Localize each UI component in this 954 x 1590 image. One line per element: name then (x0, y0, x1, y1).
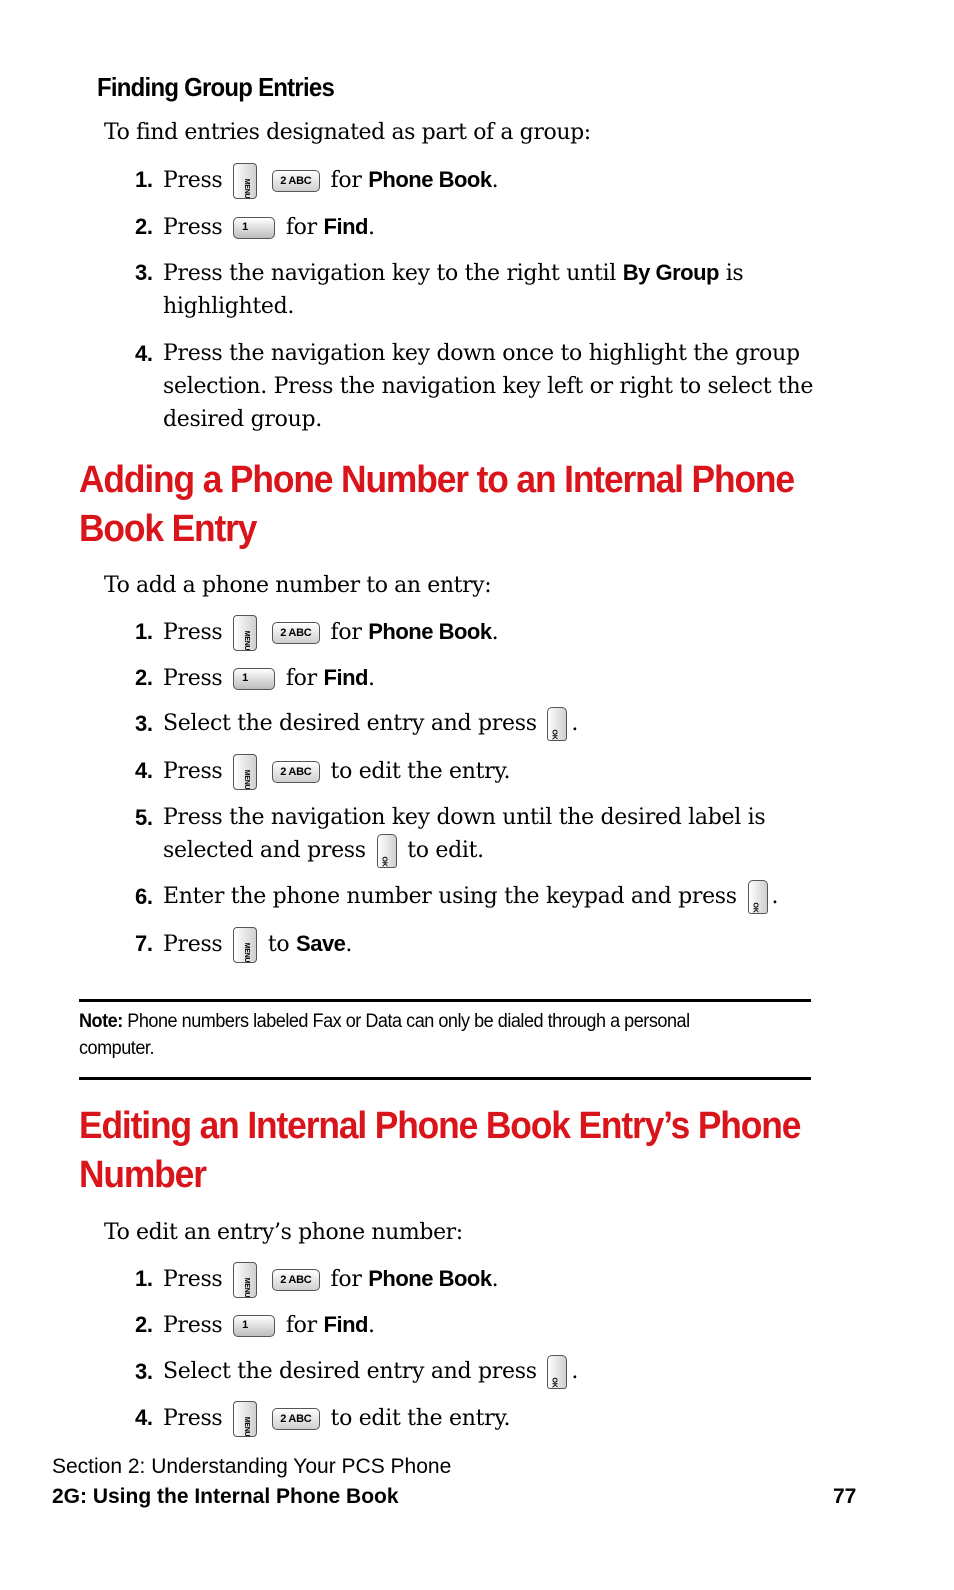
step-number: 4. (135, 758, 153, 783)
key-1-icon: 1 (233, 668, 275, 690)
step-punct: . (571, 711, 579, 736)
step-text: Press (163, 620, 223, 645)
step-text: for (285, 1313, 317, 1338)
step-punct: . (345, 932, 353, 957)
step-punct: . (491, 1267, 499, 1292)
ok-key-icon: OK (377, 834, 397, 868)
subheading-finding-group-entries: Finding Group Entries (97, 72, 335, 102)
step (135, 707, 825, 741)
step-target: By Group (622, 260, 719, 285)
step-text: for (330, 168, 362, 193)
step-target: Phone Book (368, 619, 492, 644)
step-punct: . (491, 620, 499, 645)
step-target: Phone Book (368, 1266, 492, 1291)
step-text: Press the navigation key to the right until (163, 261, 617, 286)
menu-key-icon: MENU (233, 927, 257, 963)
step-text: for (285, 215, 317, 240)
menu-key-icon: MENU (233, 615, 257, 651)
step-punct: . (571, 1359, 579, 1384)
note-text: Phone numbers labeled Fax or Data can only be dialed through a personal computer. (79, 1011, 690, 1059)
step-number: 6. (135, 884, 153, 909)
ok-key-icon: OK (547, 1355, 567, 1389)
step-text: Press (163, 1406, 223, 1431)
step-number: 7. (135, 931, 153, 956)
step-target: Find (323, 1312, 368, 1337)
step (135, 1355, 825, 1389)
step-punct: . (367, 215, 375, 240)
key-2-icon: 2 ABC (272, 1408, 320, 1430)
step-text: for (330, 1267, 362, 1292)
menu-key-icon: MENU (233, 1401, 257, 1437)
step-text: Press (163, 168, 223, 193)
step-number: 2. (135, 214, 153, 239)
step-number: 4. (135, 1405, 153, 1430)
step (135, 1262, 825, 1298)
step-text: for (285, 666, 317, 691)
key-2-icon: 2 ABC (272, 622, 320, 644)
footer-section: Section 2: Understanding Your PCS Phone (52, 1455, 452, 1478)
step-text: to (267, 932, 290, 957)
note-label: Note: (79, 1011, 123, 1032)
heading-editing-phone-number: Editing an Internal Phone Book Entry’s Phone Number (79, 1105, 801, 1196)
step-number: 4. (135, 341, 153, 366)
step-target: Save (296, 931, 346, 956)
ok-key-icon: OK (547, 707, 567, 741)
step-number: 3. (135, 260, 153, 285)
step-target: Find (323, 214, 368, 239)
key-1-icon: 1 (233, 217, 275, 239)
step-text: Press the navigation key down once to highlight the group selection. Press the navigation key left or right to select the desired group. (163, 341, 814, 432)
step-text: Press (163, 215, 223, 240)
step-text: Press (163, 759, 223, 784)
step-number: 1. (135, 619, 153, 644)
ok-key-icon: OK (748, 880, 768, 914)
note-top-rule (79, 999, 811, 1002)
footer-chapter: 2G: Using the Internal Phone Book (52, 1485, 399, 1508)
page-number: 77 (833, 1485, 857, 1508)
note-bottom-rule (79, 1077, 811, 1080)
step (135, 256, 825, 323)
section3-intro: To edit an entry’s phone number: (104, 1220, 463, 1245)
step-number: 5. (135, 805, 153, 830)
step (135, 801, 825, 868)
heading-adding-phone-number: Adding a Phone Number to an Internal Phone Book Entry (79, 459, 794, 550)
step-text: Enter the phone number using the keypad and press (163, 884, 737, 909)
step (135, 1308, 825, 1342)
step (135, 210, 825, 244)
step-text: Press (163, 932, 223, 957)
step-text: Press (163, 1313, 223, 1338)
step-punct: . (491, 168, 499, 193)
step-target: Phone Book (368, 167, 492, 192)
menu-key-icon: MENU (233, 754, 257, 790)
step-number: 3. (135, 711, 153, 736)
step-punct: . (367, 1313, 375, 1338)
step-number: 1. (135, 167, 153, 192)
section2-intro: To add a phone number to an entry: (104, 573, 492, 598)
step-number: 2. (135, 1312, 153, 1337)
step (135, 927, 825, 963)
menu-key-icon: MENU (233, 163, 257, 199)
section1-intro: To find entries designated as part of a group: (104, 120, 591, 145)
menu-key-icon: MENU (233, 1262, 257, 1298)
key-1-icon: 1 (233, 1315, 275, 1337)
step-punct: . (367, 666, 375, 691)
key-2-icon: 2 ABC (272, 170, 320, 192)
step (135, 163, 825, 199)
step-text: to edit the entry. (330, 1406, 511, 1431)
step-number: 2. (135, 665, 153, 690)
step-text: to edit. (407, 838, 484, 863)
step-number: 1. (135, 1266, 153, 1291)
step (135, 337, 825, 436)
step (135, 1401, 825, 1437)
step (135, 880, 825, 914)
note-box (79, 1008, 763, 1062)
step (135, 754, 825, 790)
step-text: Select the desired entry and press (163, 711, 537, 736)
step-text: Press the navigation key down until the desired label is selected and press (163, 805, 766, 863)
step-punct: . (771, 884, 779, 909)
step-text: to edit the entry. (330, 759, 511, 784)
step-text: Press (163, 666, 223, 691)
step (135, 661, 825, 695)
step-text: Select the desired entry and press (163, 1359, 537, 1384)
step-text: is highlighted. (163, 261, 744, 319)
step-number: 3. (135, 1359, 153, 1384)
key-2-icon: 2 ABC (272, 1269, 320, 1291)
step-text: for (330, 620, 362, 645)
step (135, 615, 825, 651)
key-2-icon: 2 ABC (272, 761, 320, 783)
step-text: Press (163, 1267, 223, 1292)
step-target: Find (323, 665, 368, 690)
